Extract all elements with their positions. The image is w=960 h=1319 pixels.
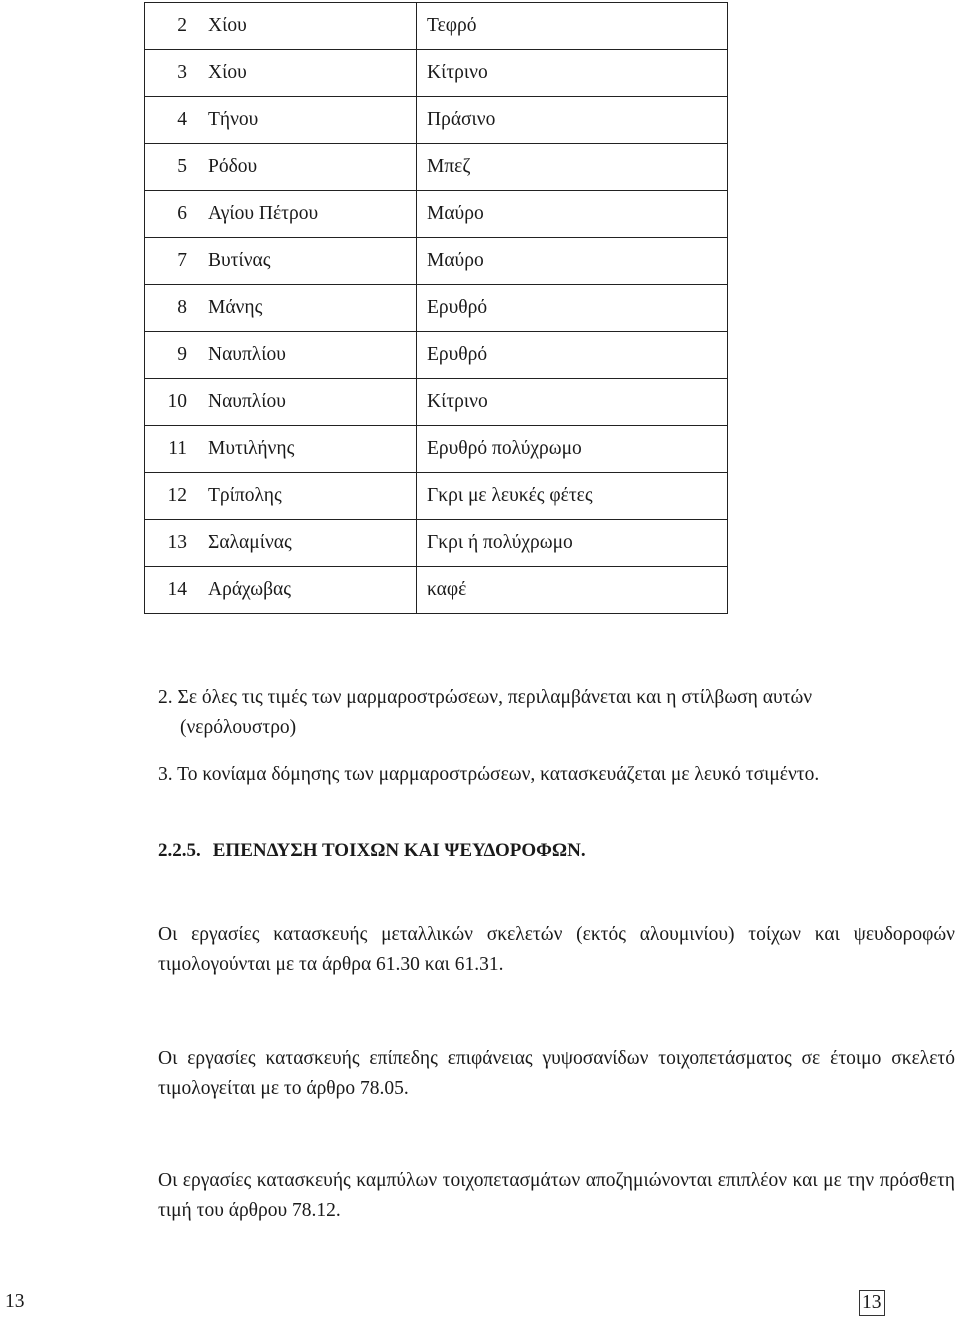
row-number: 7 [177,250,187,271]
note-2-line1: Σε όλες τις τιμές των μαρμαροστρώσεων, περιλαμβάνεται και η στίλβωση αυτών [177,687,813,708]
table-row [145,285,728,332]
place-cell [145,379,417,426]
section-heading [158,840,586,862]
place-cell [145,567,417,614]
section-number: 2.2.5. [158,840,201,861]
color-cell: Μαύρο [417,238,728,285]
row-number: 13 [167,532,187,553]
row-number: 10 [167,391,187,412]
row-number: 4 [177,109,187,130]
row-number: 11 [168,438,187,459]
table-row [145,520,728,567]
row-number: 8 [177,297,187,318]
place-cell [145,238,417,285]
row-number: 14 [167,579,187,600]
place-name: Ρόδου [208,156,258,177]
place-cell [145,50,417,97]
color-cell: Κίτρινο [417,379,728,426]
table-row [145,144,728,191]
section-title: ΕΠΕΝΔΥΣΗ ΤΟΙΧΩΝ ΚΑΙ ΨΕΥΔΟΡΟΦΩΝ. [212,840,586,861]
place-name: Τήνου [208,109,259,130]
place-cell [145,191,417,238]
place-name: Μυτιλήνης [208,438,295,459]
note-3-text: Το κονίαμα δόμησης των μαρμαροστρώσεων, κατασκευάζεται με λευκό τσιμέντο. [177,764,820,785]
color-cell: Ερυθρό πολύχρωμο [417,426,728,473]
table-row [145,3,728,50]
row-number: 12 [167,485,187,506]
row-number: 6 [177,203,187,224]
place-name: Τρίπολης [208,485,282,506]
place-cell [145,3,417,50]
color-cell: Κίτρινο [417,50,728,97]
place-name: Σαλαμίνας [208,532,292,553]
place-name: Αράχωβας [208,579,291,600]
note-2-continuation [180,713,296,743]
color-cell: Μαύρο [417,191,728,238]
place-name: Μάνης [208,297,263,318]
row-number: 2 [177,15,187,36]
row-number: 9 [177,344,187,365]
table-row [145,97,728,144]
place-cell [145,473,417,520]
paragraph-gypsum-boards: Οι εργασίες κατασκευής επίπεδης επιφάνειας γυψοσανίδων τοιχοπετάσματος σε έτοιμο σκελετό τιμολογείται με το άρθρο 78.05. [158,1048,955,1099]
color-cell: Γκρι ή πολύχρωμο [417,520,728,567]
table-row [145,426,728,473]
color-cell: Τεφρό [417,3,728,50]
place-name: Βυτίνας [208,250,271,271]
table-row [145,567,728,614]
row-number: 3 [177,62,187,83]
note-3-number: 3. [158,764,173,785]
table-row [145,191,728,238]
table-row [145,473,728,520]
place-name: Ναυπλίου [208,391,286,412]
page-number-right: 13 [859,1290,885,1316]
paragraph-curved-walls: Οι εργασίες κατασκευής καμπύλων τοιχοπετασμάτων αποζημιώνονται επιπλέον και με την πρόσθετη τιμή του άρθρου 78.12. [158,1170,955,1221]
place-cell [145,285,417,332]
place-cell [145,520,417,567]
place-name: Αγίου Πέτρου [208,203,319,224]
color-cell: Ερυθρό [417,285,728,332]
table-row [145,238,728,285]
note-2-number: 2. [158,687,173,708]
color-cell: καφέ [417,567,728,614]
place-name: Χίου [208,15,247,36]
table-body [145,3,728,614]
table-row [145,332,728,379]
place-cell [145,97,417,144]
place-name: Ναυπλίου [208,344,286,365]
place-name: Χίου [208,62,247,83]
color-cell: Μπεζ [417,144,728,191]
marble-colors-table [144,2,728,614]
row-number: 5 [177,156,187,177]
place-cell [145,426,417,473]
note-3 [158,760,819,790]
color-cell: Ερυθρό [417,332,728,379]
paragraph-metal-frames: Οι εργασίες κατασκευής μεταλλικών σκελετών (εκτός αλουμινίου) τοίχων και ψευδοροφών τιμολογούνται με τα άρθρα 61.30 και 61.31. [158,924,955,975]
note-2-line2: (νερόλουστρο) [180,717,297,738]
color-cell: Πράσινο [417,97,728,144]
table-row [145,50,728,97]
page-number-left: 13 [5,1291,25,1312]
place-cell [145,332,417,379]
note-2 [158,683,812,713]
place-cell [145,144,417,191]
table-row [145,379,728,426]
color-cell: Γκρι με λευκές φέτες [417,473,728,520]
